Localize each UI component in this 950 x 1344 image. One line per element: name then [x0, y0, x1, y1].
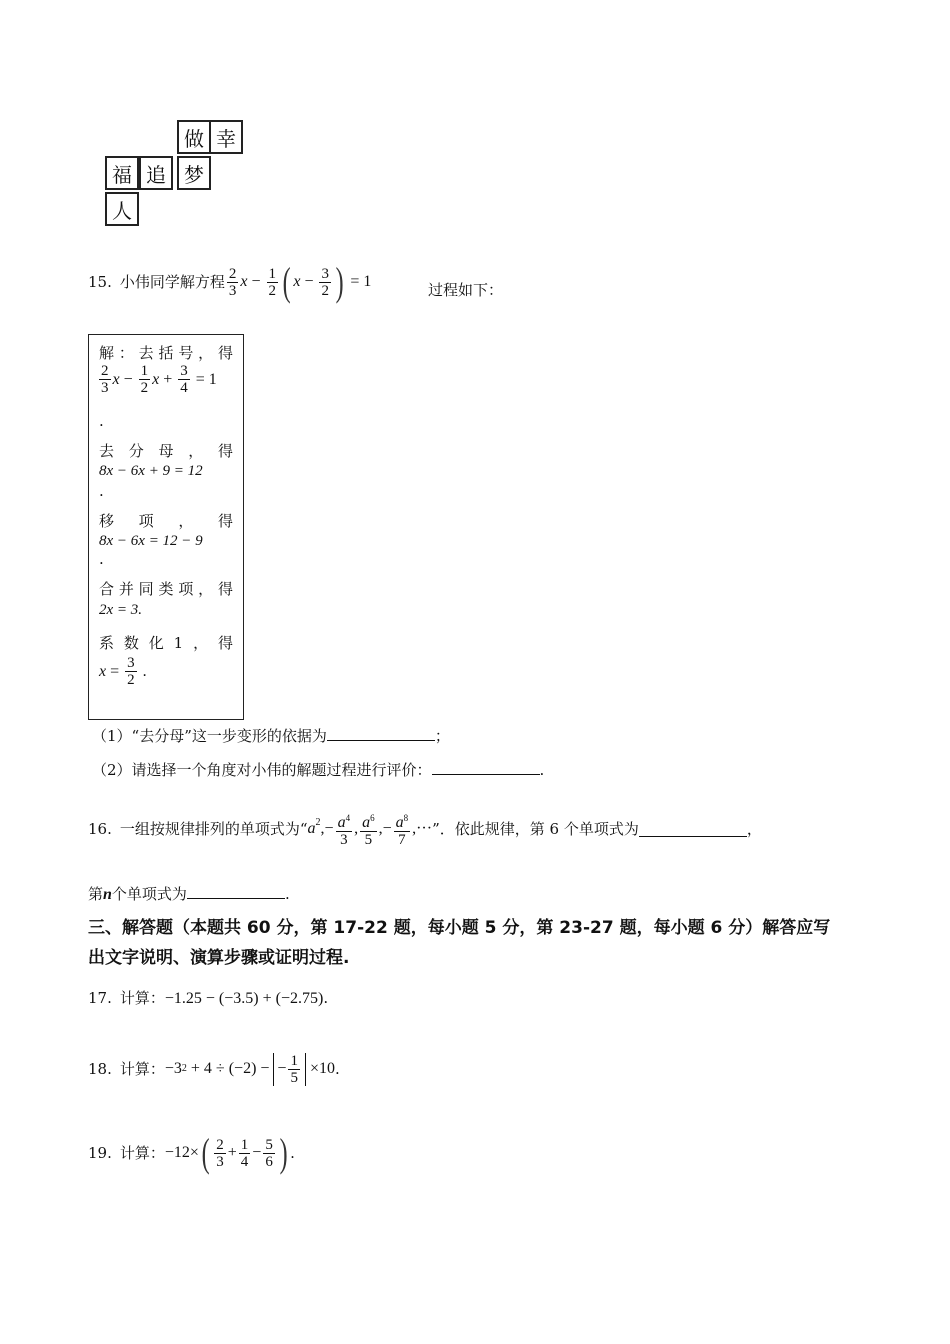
- q17-line: 17. 计算：−1.25 − (−3.5) + (−2.75).: [88, 989, 329, 1007]
- q19-line: 19. 计算： −12× ( $\frac{2}{3}$ + $\frac{1}{4}$ − $\frac{5}{6}$ ) .: [88, 1130, 295, 1175]
- q15-eq-frac-1-2: $\frac{1}{2}$: [268, 265, 277, 299]
- step1-equation: $\frac{2}{3}$ x − $\frac{1}{2}$ x + $\frac{3}{4}$ = 1: [101, 363, 217, 396]
- grid-cell-zuo: 做: [177, 120, 211, 154]
- q15-suffix: 过程如下：: [428, 281, 504, 299]
- q15-eq-frac-2-3: $\frac{2}{3}$: [228, 265, 237, 299]
- q15-line: 15. 小伟同学解方程 $\frac{2}{3}$ x − $\frac{1}{2}$ ( x − $\frac{3}{2}$ ) = 1: [88, 259, 372, 304]
- section3-heading-line2: 出文字说明、演算步骤或证明过程.: [88, 948, 350, 968]
- step5-equation: x = $\frac{3}{2}$ .: [99, 655, 147, 688]
- step1-label: 解 ： 去 括 号 ， 得: [99, 344, 233, 362]
- q15-number: 15.: [88, 273, 112, 291]
- grid-cell-xing: 幸: [209, 120, 243, 154]
- q15-sub2: （2）请选择一个角度对小伟的解题过程进行评价： .: [92, 761, 545, 779]
- q15-prefix: 小伟同学解方程: [119, 273, 225, 291]
- q15-eq-frac-3-2: $\frac{3}{2}$: [321, 265, 329, 299]
- step2-dot: .: [99, 482, 104, 500]
- q18-line: 18. 计算： −3 2 + 4 ÷ (−2) − − $\frac{1}{5}$ ×10 .: [88, 1052, 340, 1086]
- q16-line2: 第n个单项式为 .: [88, 885, 290, 903]
- step2-label: 去 分 母 ， 得: [99, 442, 233, 460]
- step2-equation: 8x − 6x + 9 = 12: [99, 463, 203, 479]
- q15-sub1: （1）“去分母”这一步变形的依据为 ；: [92, 727, 450, 745]
- grid-cell-fu: 福: [105, 156, 139, 190]
- grid-cell-meng: 梦: [177, 156, 211, 190]
- solution-box: [88, 334, 244, 720]
- step3-dot: .: [99, 550, 104, 568]
- step3-equation: 8x − 6x = 12 − 9: [99, 533, 203, 549]
- step1-dot: .: [99, 412, 104, 430]
- step4-equation: 2x = 3.: [99, 602, 143, 618]
- step3-label: 移 项 ， 得: [99, 512, 233, 530]
- q16-line: 16. 一组按规律排列的单项式为“ a $^2$ ,− $\frac{a^4}{3}$ , $\frac{a^6}{5}$ ,− $\frac{a^8}{7}$ ,··· ”．依此规律，第 6 个单项式为 ，: [88, 804, 762, 854]
- grid-cell-ren: 人: [105, 192, 139, 226]
- step4-label: 合 并 同 类 项 ， 得: [99, 580, 233, 598]
- step5-label: 系 数 化 1 ， 得: [99, 634, 233, 652]
- section3-heading-line1: 三、解答题（本题共 60 分，第 17-22 题，每小题 5 分，第 23-27 题，每小题 6 分）解答应写: [88, 918, 831, 938]
- grid-cell-zhui: 追: [139, 156, 173, 190]
